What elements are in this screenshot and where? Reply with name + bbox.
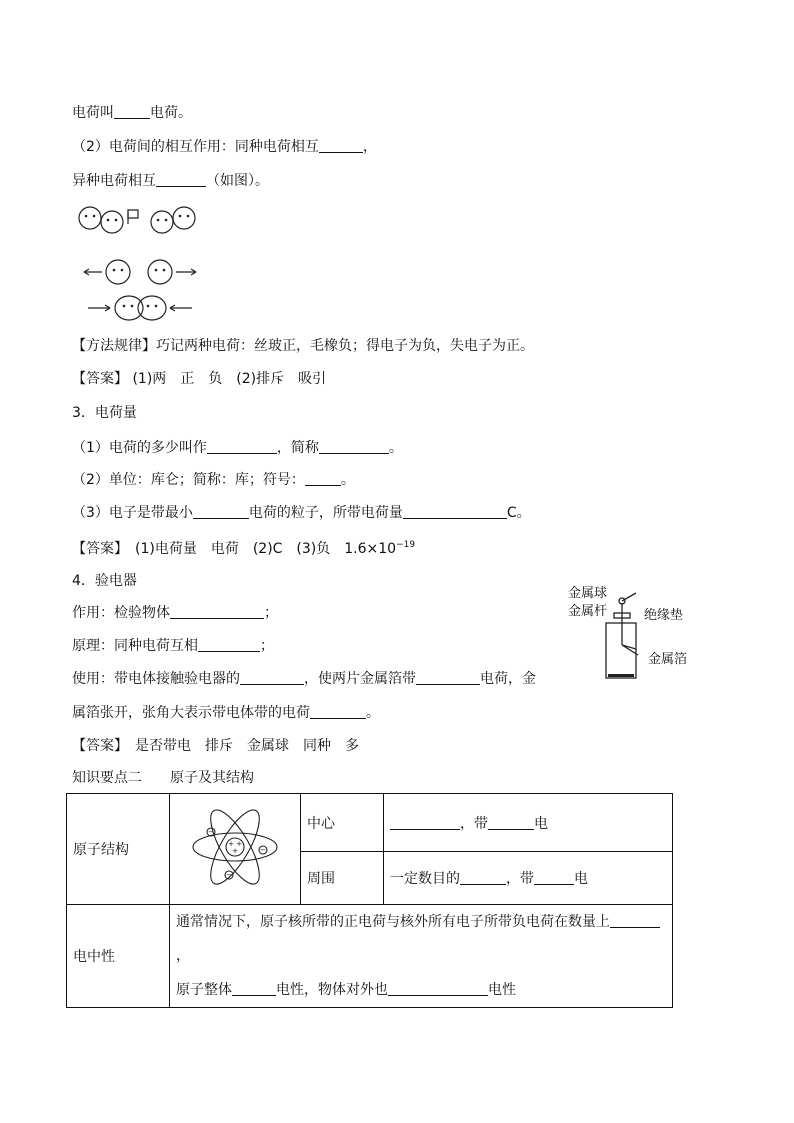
fill-blank[interactable] <box>319 138 363 153</box>
answer-1: 【答案】 (1)两 正 负 (2)排斥 吸引 <box>72 371 327 387</box>
fill-blank[interactable] <box>156 172 206 187</box>
fill-blank[interactable] <box>610 913 660 928</box>
fill-blank[interactable] <box>114 104 150 119</box>
label-metal-ball: 金属球 <box>568 586 608 601</box>
s3-line-2: （2）单位：库仑；简称：库；符号： 。 <box>72 472 355 488</box>
cell-atom-structure: 原子结构 <box>67 794 170 905</box>
section-4-title: 4．验电器 <box>72 573 137 589</box>
answer-3: 【答案】 是否带电 排斥 金属球 同种 多 <box>72 738 359 754</box>
charge-interaction-cartoon <box>74 202 204 324</box>
label-metal-foil: 金属箔 <box>648 652 688 667</box>
atom-diagram <box>189 803 281 891</box>
text-line-2: （2）电荷间的相互作用：同种电荷相互 ， <box>72 139 377 155</box>
fill-blank[interactable] <box>388 981 488 996</box>
s4-principle: 原理：同种电荷互相 ； <box>72 638 274 654</box>
fill-blank[interactable] <box>460 870 506 885</box>
fill-blank[interactable] <box>240 670 304 685</box>
electroscope-figure <box>566 583 694 683</box>
fill-blank[interactable] <box>319 439 389 454</box>
label-insulating-pad: 绝缘垫 <box>644 608 684 623</box>
fill-blank[interactable] <box>170 604 264 619</box>
text-line-1: 电荷叫 电荷。 <box>72 105 192 121</box>
cell-around-text: 一定数目的 ，带 电 <box>384 852 673 905</box>
fill-blank[interactable] <box>416 670 480 685</box>
atom-structure-table <box>66 793 673 1008</box>
svg-text:+: + <box>228 840 234 848</box>
s4-usage: 使用：带电体接触验电器的 ，使两片金属箔带 电荷，金 <box>72 671 536 687</box>
s4-usage-2: 属箔张开，张角大表示带电体带的电荷 。 <box>72 705 380 721</box>
svg-text:+: + <box>232 847 238 855</box>
cell-center-text: ，带 电 <box>384 794 673 852</box>
fill-blank[interactable] <box>198 637 260 652</box>
text-line-3: 异种电荷相互 （如图）。 <box>72 173 269 189</box>
s3-line-1: （1）电荷的多少叫作 ，简称 。 <box>72 440 403 456</box>
cell-around-label: 周围 <box>301 852 384 905</box>
fill-blank[interactable] <box>534 870 574 885</box>
fill-blank[interactable] <box>232 981 276 996</box>
svg-text:+: + <box>236 840 242 848</box>
fill-blank[interactable] <box>305 471 341 486</box>
cell-neutrality-text: 通常情况下，原子核所带的正电荷与核外所有电子所带负电荷在数量上， 原子整体 电性，物体对外也 电性 <box>170 905 673 1008</box>
cell-neutrality: 电中性 <box>67 905 170 1008</box>
cell-center-label: 中心 <box>301 794 384 852</box>
fill-blank[interactable] <box>193 504 249 519</box>
fill-blank[interactable] <box>207 439 277 454</box>
svg-text:−: − <box>260 846 266 854</box>
svg-text:−: − <box>226 871 232 879</box>
section-2-heading: 知识要点二 原子及其结构 <box>72 770 254 786</box>
s4-function: 作用：检验物体 ； <box>72 605 278 621</box>
s3-line-3: （3）电子是带最小 电荷的粒子，所带电荷量 C。 <box>72 505 531 521</box>
fill-blank[interactable] <box>403 504 507 519</box>
label-metal-rod: 金属杆 <box>568 604 608 619</box>
fill-blank[interactable] <box>488 815 534 830</box>
atom-diagram-cell <box>170 794 301 905</box>
fill-blank[interactable] <box>310 704 366 719</box>
answer-2: 【答案】 (1)电荷量 电荷 (2)C (3)负 $1.6\times 10^{-19}$ <box>72 540 416 557</box>
fill-blank[interactable] <box>390 815 460 830</box>
svg-text:−: − <box>208 828 214 836</box>
section-3-title: 3．电荷量 <box>72 405 137 421</box>
method-rule: 【方法规律】巧记两种电荷：丝玻正，毛橡负；得电子为负，失电子为正。 <box>72 338 534 354</box>
